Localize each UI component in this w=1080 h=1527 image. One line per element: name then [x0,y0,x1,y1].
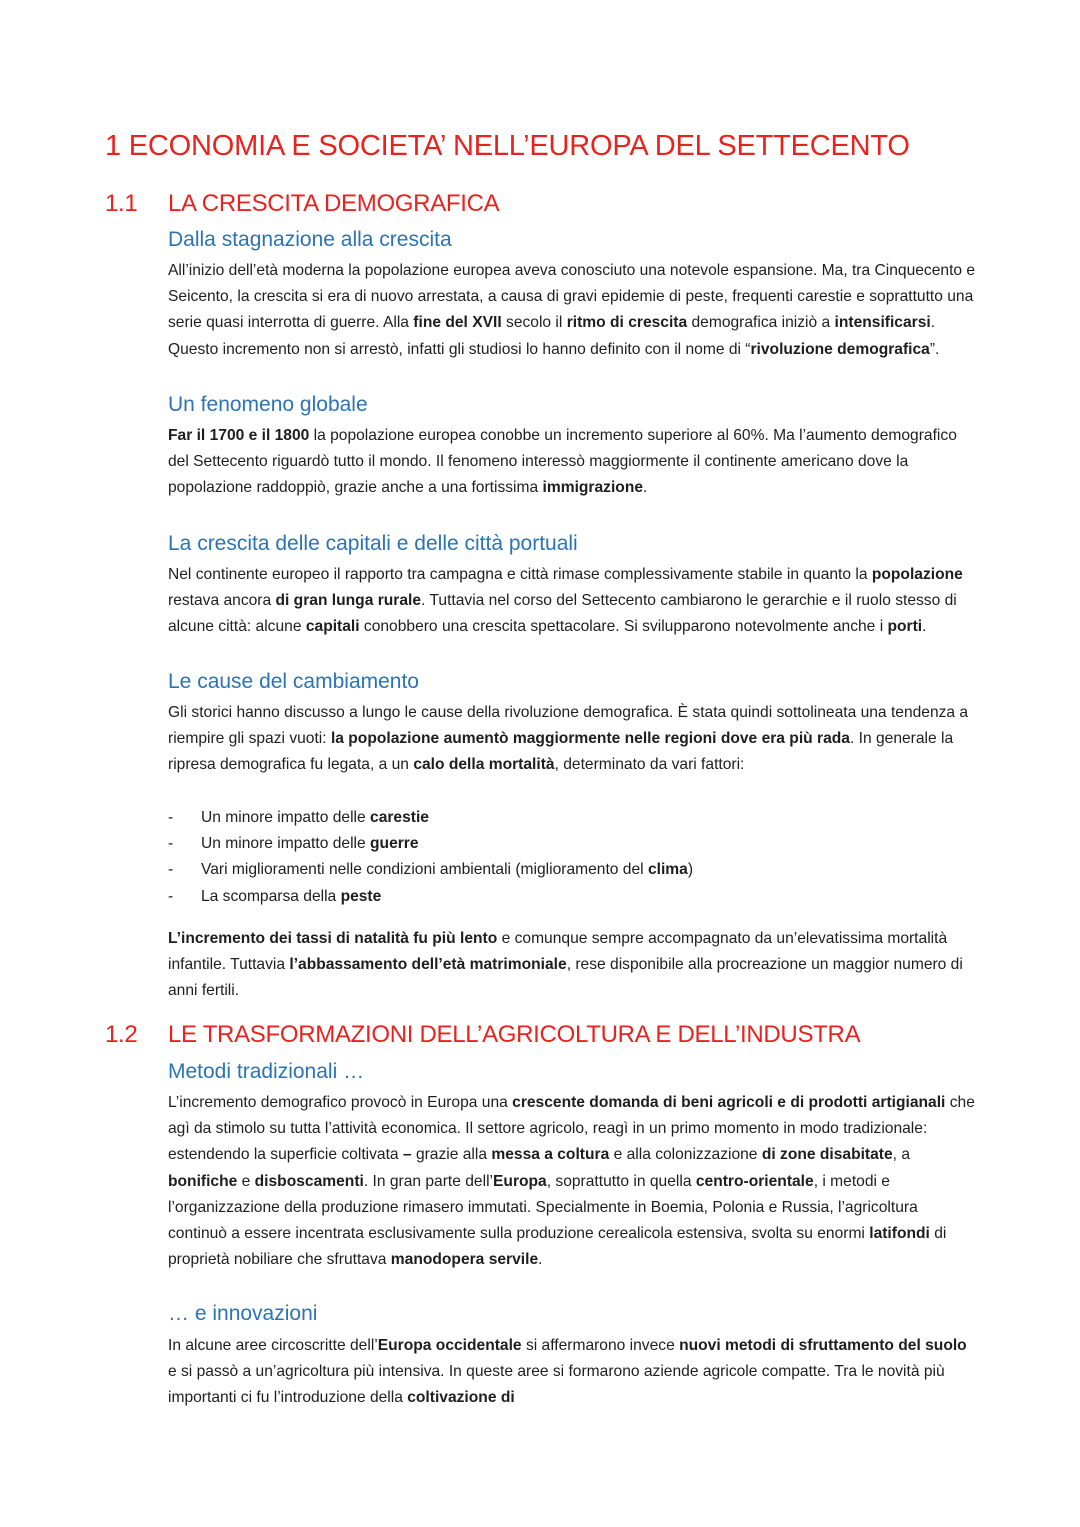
subheading-metodi-tradizionali: Metodi tradizionali … [168,1060,365,1083]
list-item: - Un minore impatto delle guerre [168,835,419,853]
section-number: 1.1 [105,190,138,217]
list-item: - La scomparsa della peste [168,887,382,905]
section-heading-1-1 [105,190,499,218]
paragraph-fenomeno-globale: Far il 1700 e il 1800 la popolazione europea conobbe un incremento superiore al 60%. Ma l’aumento demografico del Settecento riguardò tutto il mondo. Il fenomeno interessò maggiormente il continente americano dove la popolazione raddoppiò, grazie anche a una fortissima immigrazione. [168,427,957,497]
subheading-capitali: La crescita delle capitali e delle città portuali [168,532,578,555]
document-title: 1 ECONOMIA E SOCIETA’ NELL’EUROPA DEL SETTECENTO [105,130,910,162]
section-heading-1-2 [105,1021,860,1049]
paragraph-natalita: L’incremento dei tassi di natalità fu più lento e comunque sempre accompagnato da un’elevatissima mortalità infantile. Tuttavia l’abbassamento dell’età matrimoniale, rese disponibile alla procreazione un maggior numero di anni fertili. [168,930,963,1000]
paragraph-metodi-tradizionali: L’incremento demografico provocò in Europa una crescente domanda di beni agricoli e di prodotti artigianali che agì da stimolo su tutta l’attività economica. Il settore agricolo, reagì in un primo momento in modo tradizionale: estendendo la superficie coltivata – grazie alla messa a coltura e alla colonizzazione di zone disabitate, a bonifiche e disboscamenti. In gran parte dell’Europa, soprattutto in quella centro-orientale, i metodi e l’organizzazione della produzione rimasero immutati. Specialmente in Boemia, Polonia e Russia, l’agricoltura continuò a essere incentrata esclusivamente sulla produzione cerealicola estensiva, svolta su enormi latifondi di proprietà nobiliare che sfruttava manodopera servile. [168,1094,975,1269]
subheading-cause: Le cause del cambiamento [168,670,419,693]
paragraph-capitali: Nel continente europeo il rapporto tra campagna e città rimase complessivamente stabile in quanto la popolazione restava ancora di gran lunga rurale. Tuttavia nel corso del Settecento cambiarono le gerarchie e il ruolo stesso di alcune città: alcune capitali conobbero una crescita spettacolare. Si svilupparono notevolmente anche i porti. [168,566,963,636]
subheading-fenomeno-globale: Un fenomeno globale [168,393,368,416]
section-title: LA CRESCITA DEMOGRAFICA [168,190,500,217]
subheading-stagnazione: Dalla stagnazione alla crescita [168,228,452,251]
subheading-innovazioni: … e innovazioni [168,1302,318,1325]
paragraph-stagnazione: All’inizio dell’età moderna la popolazione europea aveva conosciuto una notevole espansione. Ma, tra Cinquecento e Seicento, la crescita si era di nuovo arrestata, a causa di gravi epidemie di peste, frequenti carestie e soprattutto una serie quasi interrotta di guerre. Alla fine del XVII secolo il ritmo di crescita demografica iniziò a intensificarsi. Questo incremento non si arrestò, infatti gli studiosi lo hanno definito con il nome di “rivoluzione demografica”. [168,262,976,358]
list-item: - Un minore impatto delle carestie [168,809,429,826]
factors-list [168,805,968,910]
section-title: LE TRASFORMAZIONI DELL’AGRICOLTURA E DELL’INDUSTRA [168,1021,861,1048]
list-item: - Vari miglioramenti nelle condizioni ambientali (miglioramento del clima) [168,861,694,879]
paragraph-cause: Gli storici hanno discusso a lungo le cause della rivoluzione demografica. È stata quindi sottolineata una tendenza a riempire gli spazi vuoti: la popolazione aumentò maggiormente nelle regioni dove era più rada. In generale la ripresa demografica fu legata, a un calo della mortalità, determinato da vari fattori: [168,704,969,774]
section-number: 1.2 [105,1021,138,1048]
paragraph-innovazioni: In alcune aree circoscritte dell’Europa occidentale si affermarono invece nuovi metodi di sfruttamento del suolo e si passò a un’agricoltura più intensiva. In queste aree si formarono aziende agricole compatte. Tra le novità più importanti ci fu l’introduzione della coltivazione di [168,1337,967,1407]
